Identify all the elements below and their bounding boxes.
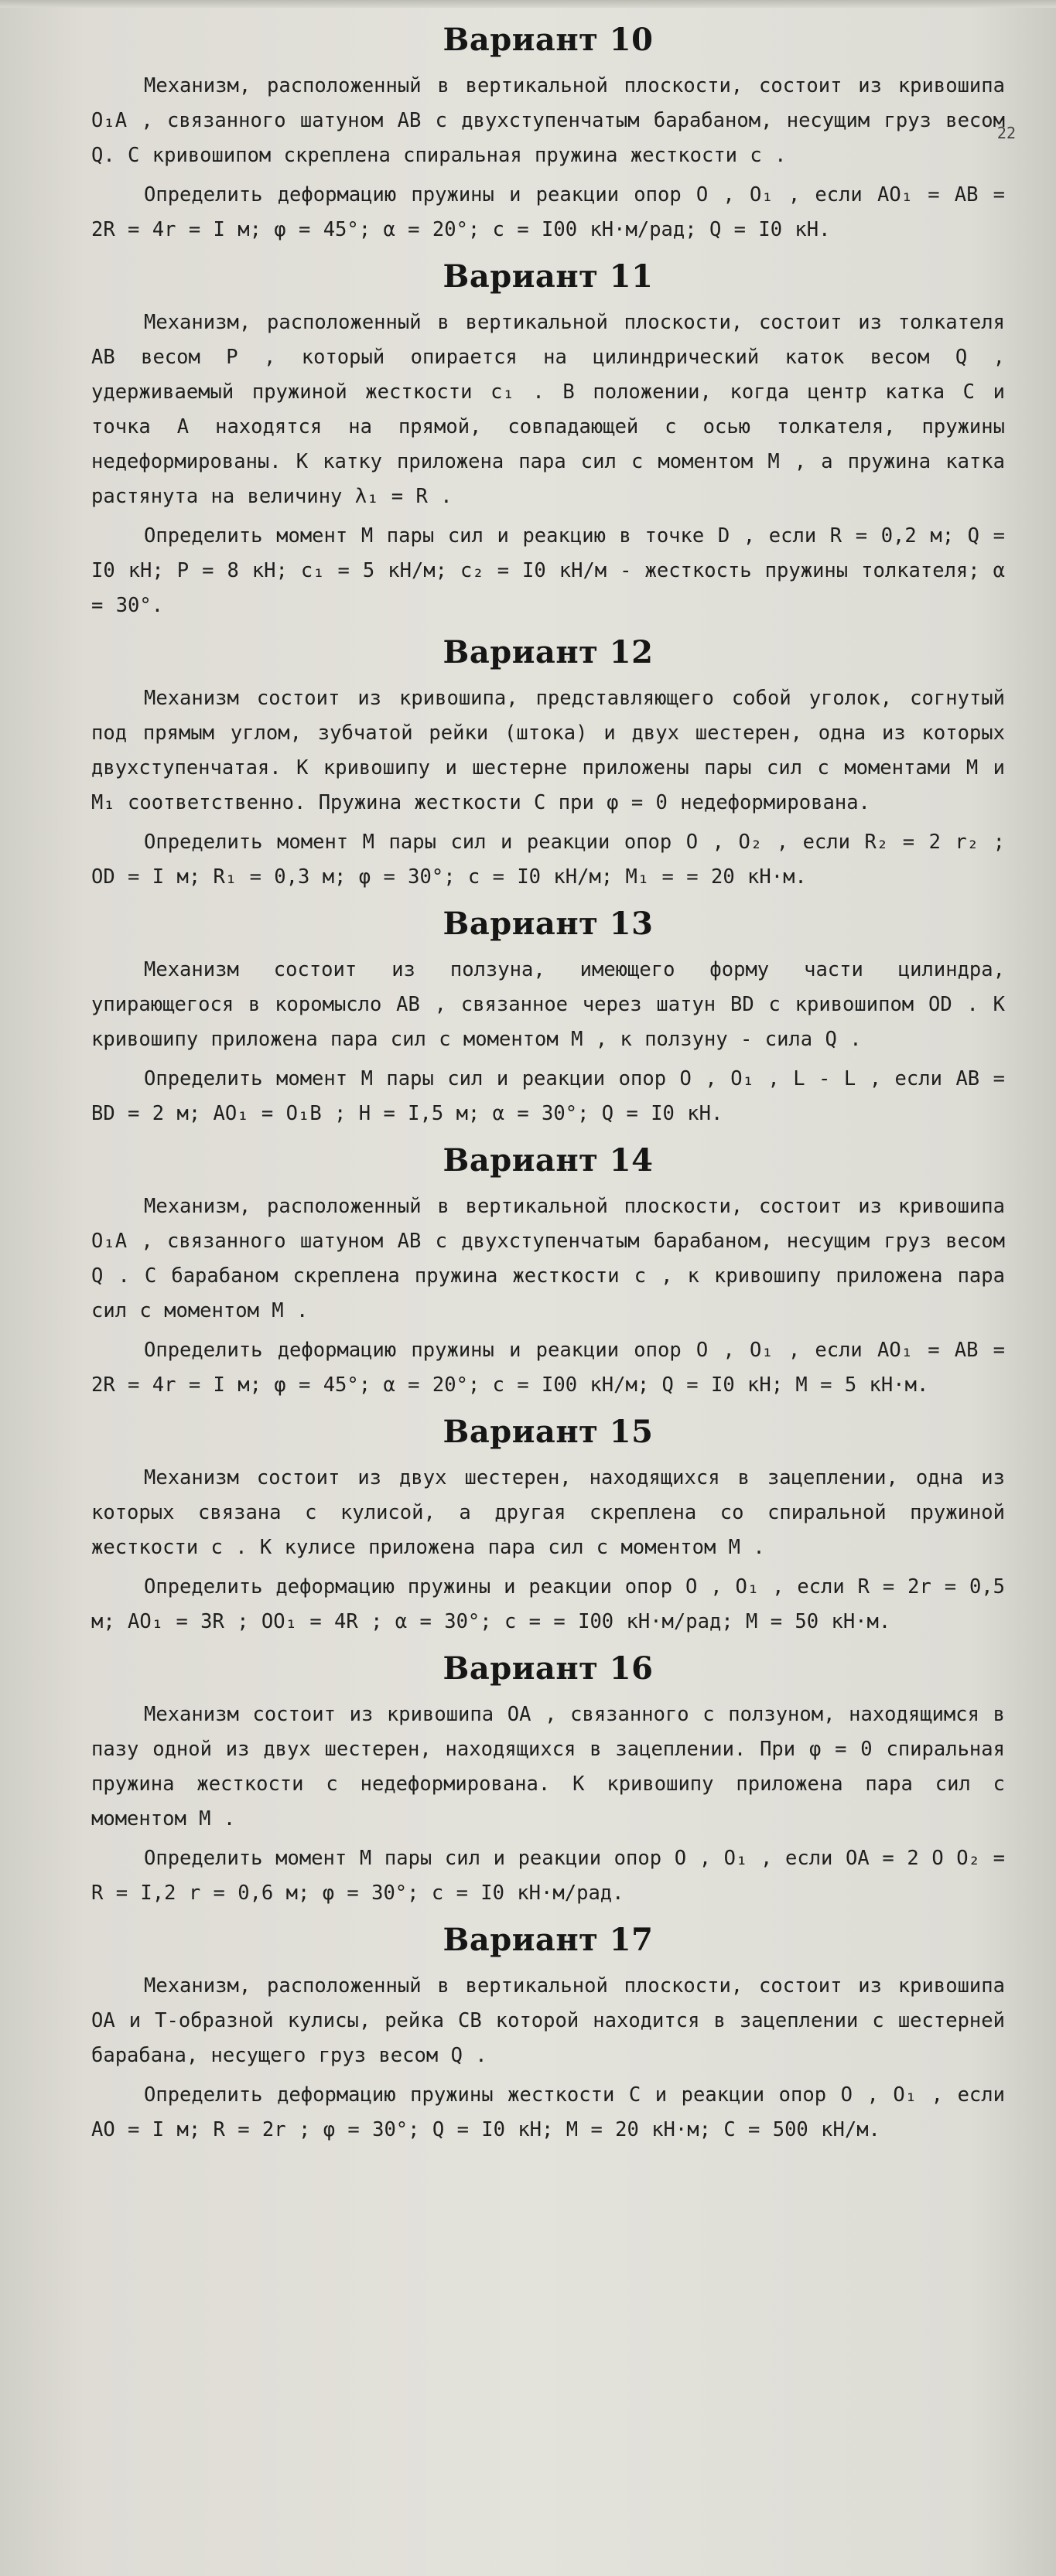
variant-description: Механизм, расположенный в вертикальной плоскости, состоит из кривошипа O₁A , связанного шатуном AB с двухступенчатым барабаном, несущим груз весом Q . С барабаном скреплена пружина жесткости c , к кривошипу приложена пара сил с моментом M . xyxy=(91,1195,1005,1322)
variant-description: Механизм состоит из двух шестерен, находящихся в зацеплении, одна из которых связана с кулисой, а другая скреплена со спиральной пружиной жесткости c . К кулисе приложена пара сил с моментом M . xyxy=(91,1466,1005,1559)
variant-description: Механизм, расположенный в вертикальной плоскости, состоит из кривошипа OA и T-образной кулисы, рейка CB которой находится в зацеплении с шестерней барабана, несущего груз весом Q . xyxy=(91,1974,1005,2067)
variant-task: Определить момент M пары сил и реакцию в точке D , если R = 0,2 м; Q = I0 кН; P = 8 кН; c₁ = 5 кН/м; c₂ = I0 кН/м - жесткость пружины толкателя; α = 30°. xyxy=(91,524,1005,617)
variant-task: Определить деформацию пружины и реакции опор O , O₁ , если R = 2r = 0,5 м; AO₁ = 3R ; OO₁ = 4R ; α = 30°; c = = I00 кН·м/рад; M = 50 кН·м. xyxy=(91,1575,1005,1633)
variant-17 xyxy=(91,1922,1005,2148)
page-top-edge xyxy=(0,0,1056,8)
variant-description: Механизм состоит из кривошипа, представляющего собой уголок, согнутый под прямым углом, зубчатой рейки (штока) и двух шестерен, одна из которых двухступенчатая. К кривошипу и шестерне приложены пары сил с моментами M и M₁ соответственно. Пружина жесткости C при φ = 0 недеформирована. xyxy=(91,687,1005,814)
variant-12 xyxy=(91,634,1005,895)
variant-description: Механизм, расположенный в вертикальной плоскости, состоит из толкателя AB весом P , который опирается на цилиндрический каток весом Q , удерживаемый пружиной жесткости c₁ . В положении, когда центр катка C и точка A находятся на прямой, совпадающей с осью толкателя, пружины недеформированы. К катку приложена пара сил с моментом M , а пружина катка растянута на величину λ₁ = R . xyxy=(91,311,1005,508)
variant-title: Вариант 11 xyxy=(443,258,654,295)
variant-task: Определить момент M пары сил и реакции опор O , O₂ , если R₂ = 2 r₂ ; OD = I м; R₁ = 0,3 м; φ = 30°; c = I0 кН/м; M₁ = = 20 кН·м. xyxy=(91,831,1005,889)
variant-10 xyxy=(91,22,1005,247)
variant-11 xyxy=(91,258,1005,623)
variant-title: Вариант 16 xyxy=(443,1650,654,1687)
variant-title: Вариант 10 xyxy=(443,22,654,58)
variant-task: Определить деформацию пружины и реакции опор O , O₁ , если AO₁ = AB = 2R = 4r = I м; φ = 45°; α = 20°; c = I00 кН·м/рад; Q = I0 кН. xyxy=(91,183,1005,241)
variant-task: Определить деформацию пружины и реакции опор O , O₁ , если AO₁ = AB = 2R = 4r = I м; φ = 45°; α = 20°; c = I00 кН/м; Q = I0 кН; M = 5 кН·м. xyxy=(91,1339,1005,1397)
variant-16 xyxy=(91,1650,1005,1911)
variant-15 xyxy=(91,1414,1005,1639)
variant-14 xyxy=(91,1142,1005,1403)
variant-task: Определить момент M пары сил и реакции опор O , O₁ , L - L , если AB = BD = 2 м; AO₁ = O₁B ; H = I,5 м; α = 30°; Q = I0 кН. xyxy=(91,1067,1005,1125)
page-edge-number: 22 xyxy=(996,124,1016,142)
variant-task: Определить момент M пары сил и реакции опор O , O₁ , если OA = 2 O O₂ = R = I,2 r = 0,6 м; φ = 30°; c = I0 кН·м/рад. xyxy=(91,1847,1005,1905)
variant-title: Вариант 14 xyxy=(443,1142,654,1179)
variant-title: Вариант 12 xyxy=(443,634,654,670)
variant-task: Определить деформацию пружины жесткости C и реакции опор O , O₁ , если AO = I м; R = 2r ; φ = 30°; Q = I0 кН; M = 20 кН·м; C = 500 кН/м. xyxy=(91,2083,1005,2141)
variant-13 xyxy=(91,906,1005,1131)
variant-title: Вариант 15 xyxy=(443,1414,654,1450)
variant-description: Механизм состоит из кривошипа OA , связанного с ползуном, находящимся в пазу одной из двух шестерен, находящихся в зацеплении. При φ = 0 спиральная пружина жесткости c недеформирована. К кривошипу приложена пара сил с моментом M . xyxy=(91,1703,1005,1830)
variant-title: Вариант 17 xyxy=(443,1922,654,1958)
variant-title: Вариант 13 xyxy=(443,906,654,942)
variant-description: Механизм, расположенный в вертикальной плоскости, состоит из кривошипа O₁A , связанного шатуном AB с двухступенчатым барабаном, несущим груз весом Q. С кривошипом скреплена спиральная пружина жесткости c . xyxy=(91,74,1005,167)
variant-description: Механизм состоит из ползуна, имеющего форму части цилиндра, упирающегося в коромысло AB , связанное через шатун BD с кривошипом OD . К кривошипу приложена пара сил с моментом M , к ползуну - сила Q . xyxy=(91,958,1005,1051)
